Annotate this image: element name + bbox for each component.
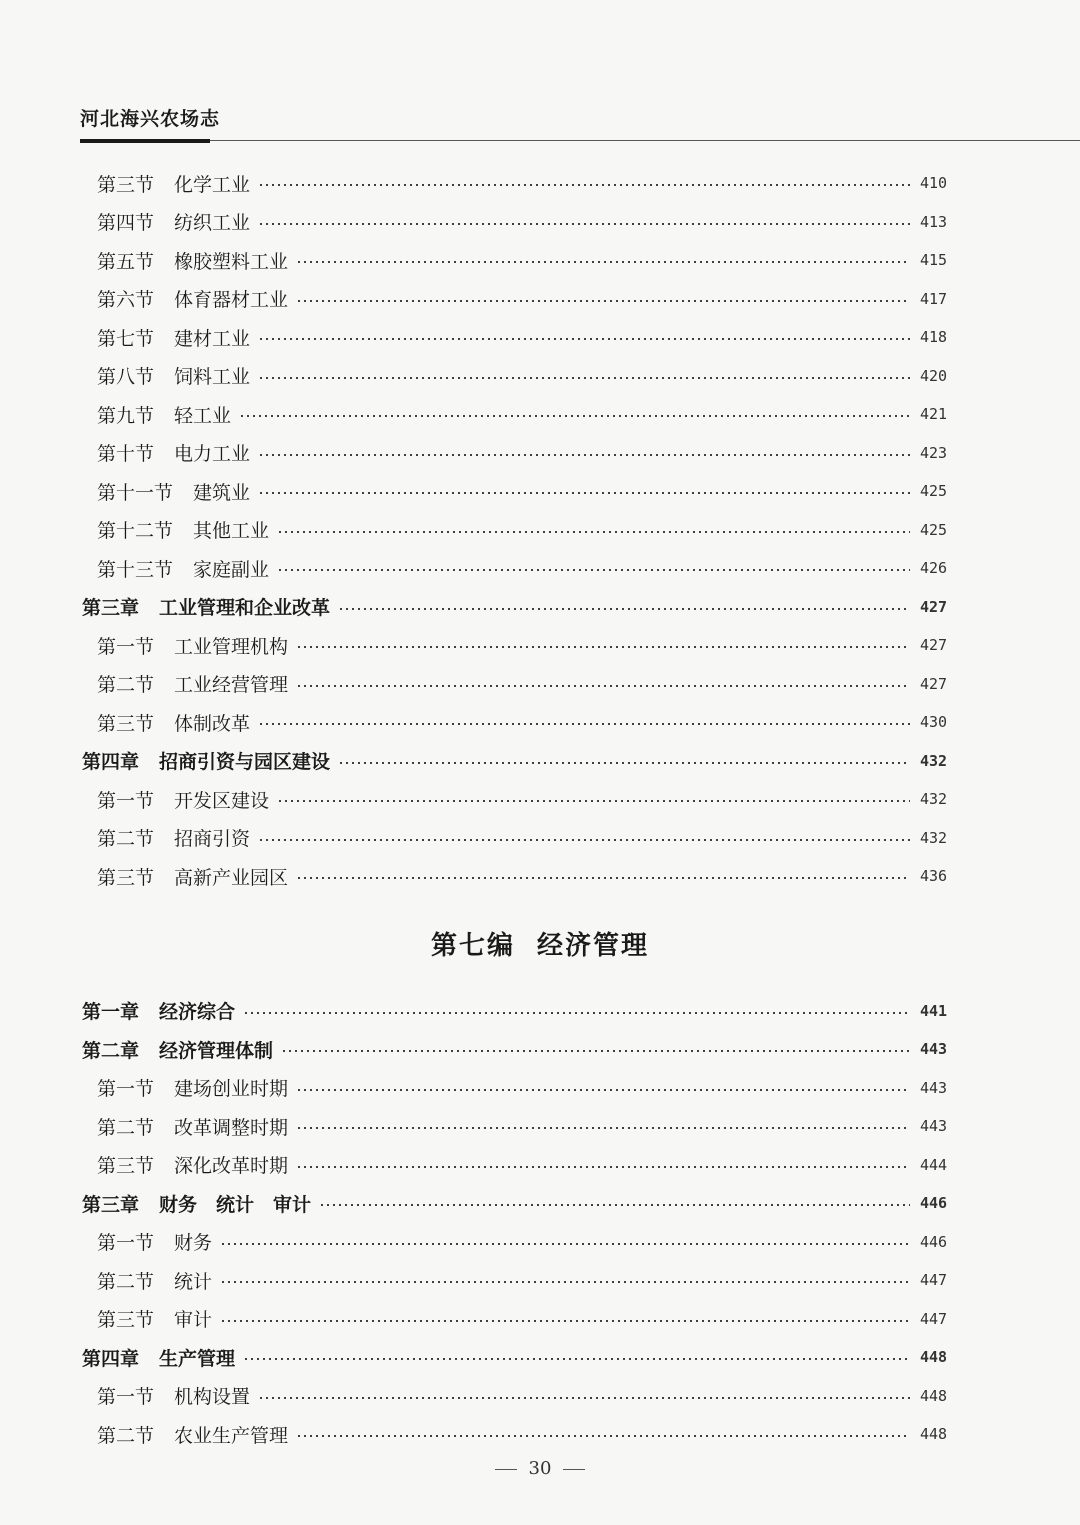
dot-leader	[220, 1320, 910, 1322]
section-number: 第三节	[97, 866, 155, 889]
dot-leader	[277, 569, 910, 571]
folio-dash-left	[495, 1469, 517, 1470]
page-ref: 446	[920, 1194, 948, 1213]
toc-entry-label	[0, 1190, 311, 1217]
toc-entry-label	[0, 1074, 288, 1101]
page-ref: 443	[920, 1078, 948, 1097]
section-title: 建筑业	[193, 481, 251, 504]
toc-entry-chapter	[0, 1030, 1080, 1069]
chapter-number: 第三章	[82, 597, 140, 620]
toc-entry-label	[0, 1382, 250, 1409]
section-number: 第二节	[97, 1270, 155, 1293]
part-title	[0, 896, 1080, 992]
section-number: 第五节	[97, 250, 155, 273]
section-number: 第十二节	[97, 520, 174, 543]
running-head: 河北海兴农场志	[80, 108, 221, 130]
toc-entry-chapter	[0, 588, 1080, 627]
toc-group-before	[0, 164, 1080, 896]
toc-entry-section	[0, 703, 1080, 742]
dot-leader	[220, 1281, 910, 1283]
dot-leader	[296, 685, 910, 687]
dot-leader	[239, 415, 910, 417]
section-title: 体制改革	[174, 712, 251, 735]
section-title: 高新产业园区	[174, 866, 289, 889]
toc-entry-section	[0, 1261, 1080, 1300]
section-number: 第十节	[97, 443, 155, 466]
chapter-number: 第三章	[82, 1193, 140, 1216]
dot-leader	[296, 1089, 910, 1091]
toc-entry-section	[0, 280, 1080, 319]
page-ref: 443	[920, 1117, 948, 1136]
section-number: 第十三节	[97, 558, 174, 581]
page-ref: 448	[920, 1348, 948, 1367]
folio-dash-right	[563, 1469, 585, 1470]
page-ref: 427	[920, 636, 948, 655]
toc-entry-section	[0, 665, 1080, 704]
header-rule-thick	[80, 139, 210, 143]
section-number: 第一节	[97, 1386, 155, 1409]
toc-entry-label	[0, 709, 250, 736]
page-ref: 427	[920, 597, 948, 616]
table-of-contents	[0, 164, 1080, 1454]
dot-leader	[296, 1166, 910, 1168]
toc-entry-label	[0, 478, 250, 505]
section-number: 第一节	[97, 1232, 155, 1255]
section-title: 体育器材工业	[174, 289, 289, 312]
page-ref: 423	[920, 443, 948, 462]
chapter-title: 工业管理和企业改革	[159, 597, 331, 620]
dot-leader	[258, 338, 910, 340]
section-title: 电力工业	[174, 443, 251, 466]
dot-leader	[258, 223, 910, 225]
toc-entry-label	[0, 362, 250, 389]
section-number: 第一节	[97, 1078, 155, 1101]
section-number: 第十一节	[97, 481, 174, 504]
toc-entry-label	[0, 786, 269, 813]
toc-entry-section	[0, 1069, 1080, 1108]
section-number: 第一节	[97, 635, 155, 658]
page-ref: 426	[920, 559, 948, 578]
toc-entry-label	[0, 1421, 288, 1448]
section-title: 纺织工业	[174, 212, 251, 235]
chapter-number: 第四章	[82, 1347, 140, 1370]
section-title: 财务	[174, 1232, 213, 1255]
chapter-title: 经济管理体制	[159, 1039, 274, 1062]
toc-entry-label	[0, 997, 235, 1024]
toc-entry-chapter	[0, 992, 1080, 1031]
dot-leader	[281, 1050, 910, 1052]
toc-entry-label	[0, 1151, 288, 1178]
dot-leader	[277, 531, 910, 533]
toc-entry-section	[0, 511, 1080, 550]
dot-leader	[258, 492, 910, 494]
toc-entry-section	[0, 357, 1080, 396]
toc-entry-section	[0, 434, 1080, 473]
section-number: 第二节	[97, 674, 155, 697]
section-number: 第四节	[97, 212, 155, 235]
page-ref: 441	[920, 1001, 948, 1020]
dot-leader	[220, 1243, 910, 1245]
toc-entry-label	[0, 439, 250, 466]
toc-entry-chapter	[0, 1338, 1080, 1377]
toc-entry-section	[0, 1377, 1080, 1416]
chapter-title: 财务 统计 审计	[159, 1193, 312, 1216]
section-title: 招商引资	[174, 828, 251, 851]
toc-entry-label	[0, 1267, 212, 1294]
page-ref: 430	[920, 713, 948, 732]
toc-entry-section	[0, 203, 1080, 242]
toc-entry-label	[0, 1113, 288, 1140]
toc-entry-label	[0, 1036, 273, 1063]
toc-entry-section	[0, 780, 1080, 819]
toc-entry-label	[0, 401, 231, 428]
section-number: 第九节	[97, 404, 155, 427]
section-number: 第七节	[97, 327, 155, 350]
toc-entry-label	[0, 516, 269, 543]
toc-entry-section	[0, 626, 1080, 665]
toc-entry-section	[0, 164, 1080, 203]
section-number: 第八节	[97, 366, 155, 389]
section-title: 改革调整时期	[174, 1116, 289, 1139]
chapter-title: 经济综合	[159, 1001, 236, 1024]
page-ref: 418	[920, 328, 948, 347]
toc-entry-section	[0, 395, 1080, 434]
page-ref: 448	[920, 1386, 948, 1405]
toc-entry-section	[0, 1300, 1080, 1339]
section-title: 工业管理机构	[174, 635, 289, 658]
section-title: 机构设置	[174, 1386, 251, 1409]
toc-entry-label	[0, 1344, 235, 1371]
toc-entry-section	[0, 1223, 1080, 1262]
section-title: 其他工业	[193, 520, 270, 543]
section-title: 深化改革时期	[174, 1155, 289, 1178]
dot-leader	[296, 646, 910, 648]
toc-entry-section	[0, 1415, 1080, 1454]
page-number	[0, 1458, 1080, 1479]
dot-leader	[258, 184, 910, 186]
page-ref: 447	[920, 1309, 948, 1328]
part-name: 经济管理	[537, 931, 650, 961]
part-number: 第七编	[430, 931, 515, 961]
dot-leader	[243, 1358, 910, 1360]
page-ref: 421	[920, 405, 948, 424]
chapter-number: 第四章	[82, 751, 140, 774]
toc-entry-section	[0, 857, 1080, 896]
page-ref: 446	[920, 1232, 948, 1251]
toc-entry-section	[0, 318, 1080, 357]
section-number: 第三节	[97, 712, 155, 735]
toc-entry-label	[0, 747, 330, 774]
toc-entry-section	[0, 472, 1080, 511]
chapter-number: 第一章	[82, 1001, 140, 1024]
dot-leader	[296, 300, 910, 302]
folio-number: 30	[528, 1458, 552, 1479]
dot-leader	[243, 1012, 910, 1014]
section-title: 审计	[174, 1309, 213, 1332]
dot-leader	[258, 1397, 910, 1399]
dot-leader	[277, 800, 910, 802]
toc-entry-section	[0, 549, 1080, 588]
dot-leader	[258, 723, 910, 725]
toc-entry-section	[0, 1107, 1080, 1146]
page-ref: 417	[920, 289, 948, 308]
section-title: 化学工业	[174, 173, 251, 196]
toc-entry-section	[0, 1146, 1080, 1185]
section-number: 第二节	[97, 828, 155, 851]
section-number: 第二节	[97, 1424, 155, 1447]
toc-entry-label	[0, 824, 250, 851]
dot-leader	[296, 1435, 910, 1437]
toc-entry-label	[0, 247, 288, 274]
dot-leader	[258, 377, 910, 379]
toc-entry-chapter	[0, 742, 1080, 781]
page-ref: 448	[920, 1425, 948, 1444]
toc-entry-label	[0, 632, 288, 659]
page-ref: 420	[920, 366, 948, 385]
section-title: 饲料工业	[174, 366, 251, 389]
section-title: 家庭副业	[193, 558, 270, 581]
toc-entry-label	[0, 1305, 212, 1332]
section-number: 第一节	[97, 789, 155, 812]
section-number: 第三节	[97, 173, 155, 196]
dot-leader	[319, 1204, 910, 1206]
dot-leader	[258, 839, 910, 841]
dot-leader	[296, 877, 910, 879]
section-number: 第三节	[97, 1309, 155, 1332]
section-number: 第六节	[97, 289, 155, 312]
toc-entry-label	[0, 1228, 212, 1255]
page-ref: 443	[920, 1040, 948, 1059]
toc-entry-label	[0, 863, 288, 890]
page-ref: 432	[920, 751, 948, 770]
section-title: 轻工业	[174, 404, 232, 427]
section-title: 统计	[174, 1270, 213, 1293]
section-title: 橡胶塑料工业	[174, 250, 289, 273]
page-ref: 415	[920, 251, 948, 270]
toc-entry-label	[0, 324, 250, 351]
toc-entry-label	[0, 208, 250, 235]
toc-entry-label	[0, 555, 269, 582]
dot-leader	[258, 454, 910, 456]
page-ref: 413	[920, 212, 948, 231]
page-ref: 444	[920, 1155, 948, 1174]
section-number: 第三节	[97, 1155, 155, 1178]
dot-leader	[296, 261, 910, 263]
chapter-title: 生产管理	[159, 1347, 236, 1370]
section-title: 建材工业	[174, 327, 251, 350]
dot-leader	[338, 608, 910, 610]
page-ref: 436	[920, 867, 948, 886]
chapter-title: 招商引资与园区建设	[159, 751, 331, 774]
toc-group-after	[0, 992, 1080, 1454]
toc-entry-chapter	[0, 1184, 1080, 1223]
dot-leader	[296, 1127, 910, 1129]
toc-entry-section	[0, 819, 1080, 858]
page-ref: 447	[920, 1271, 948, 1290]
page-ref: 427	[920, 674, 948, 693]
section-title: 工业经营管理	[174, 674, 289, 697]
section-title: 开发区建设	[174, 789, 270, 812]
page-ref: 410	[920, 174, 948, 193]
toc-entry-label	[0, 593, 330, 620]
toc-entry-section	[0, 241, 1080, 280]
page-ref: 425	[920, 482, 948, 501]
toc-entry-label	[0, 285, 288, 312]
toc-entry-label	[0, 670, 288, 697]
page-ref: 432	[920, 828, 948, 847]
section-title: 农业生产管理	[174, 1424, 289, 1447]
dot-leader	[338, 762, 910, 764]
page-ref: 432	[920, 790, 948, 809]
section-number: 第二节	[97, 1116, 155, 1139]
chapter-number: 第二章	[82, 1039, 140, 1062]
page-ref: 425	[920, 520, 948, 539]
toc-entry-label	[0, 170, 250, 197]
section-title: 建场创业时期	[174, 1078, 289, 1101]
header-rule-thin	[210, 140, 1080, 141]
